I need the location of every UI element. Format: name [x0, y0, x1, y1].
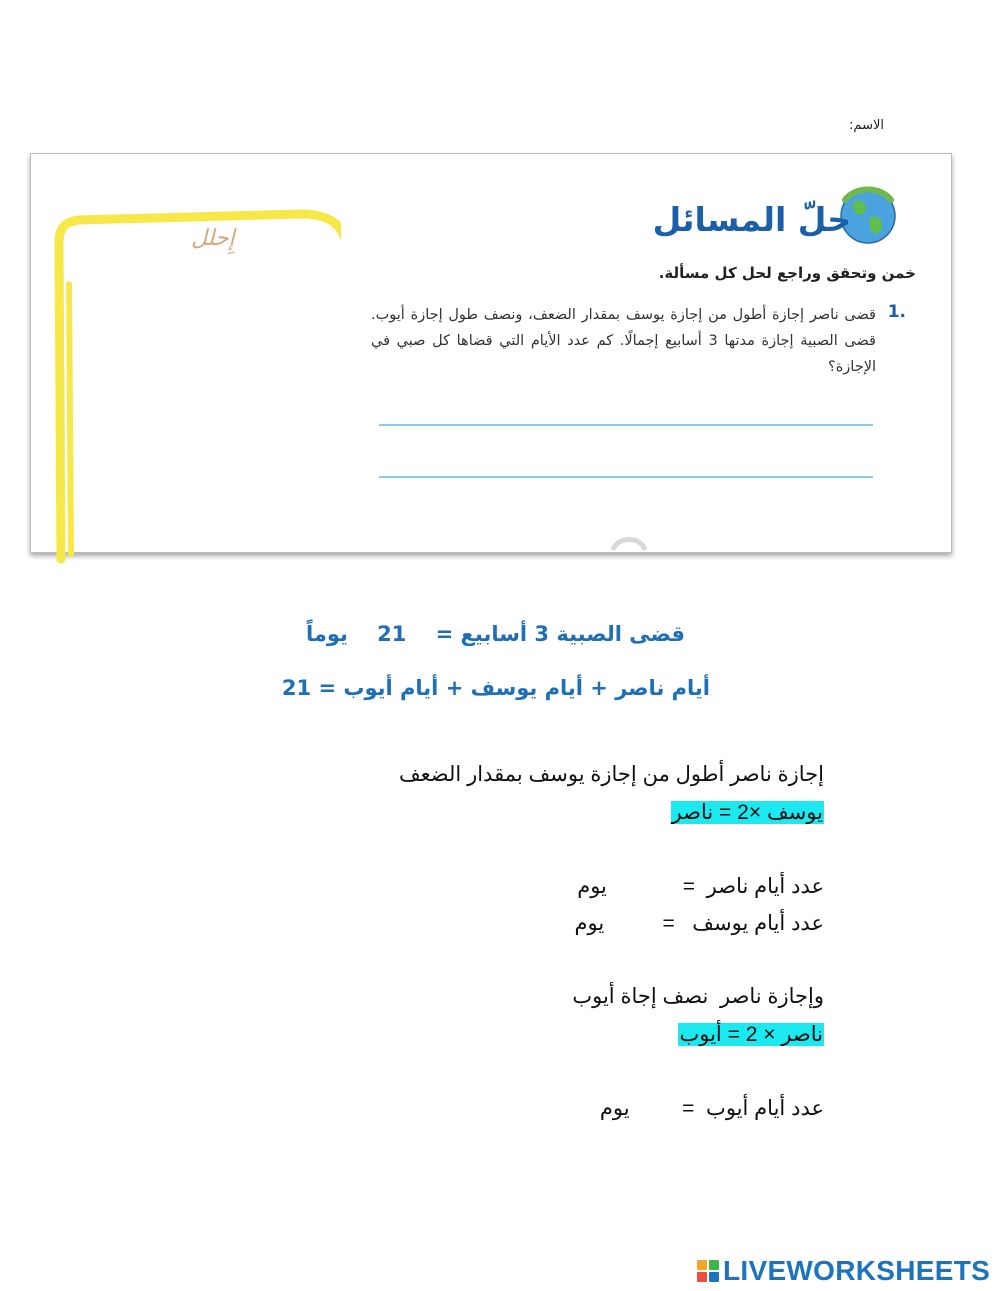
- work-line-5: وإجازة ناصر نصف إجاة أيوب: [572, 985, 824, 1008]
- highlight-equation-2: ناصر × 2 = أيوب: [679, 1023, 823, 1046]
- question-text: قضى ناصر إجازة أطول من إجازة يوسف بمقدار الضعف، ونصف طول إجازة أيوب. قضى الصبية إجازة مدتها 3 أسابيع إجمالًا. كم عدد الأيام التي قضاها كل صبي في الإجازة؟: [371, 307, 876, 375]
- answer-line[interactable]: [379, 476, 873, 478]
- card-title: حلّ المسائل: [652, 200, 851, 239]
- problem-card: [30, 153, 952, 553]
- name-label: الاسم:: [849, 118, 884, 133]
- card-subtitle: خمن وتحقق وراجع لحل كل مسألة.: [658, 264, 916, 282]
- work-line-1: إجازة ناصر أطول من إجازة يوسف بمقدار الضعف: [398, 763, 824, 786]
- answer-line[interactable]: [379, 424, 873, 426]
- highlight-equation-1: يوسف ×2 = ناصر: [671, 801, 823, 824]
- page-curl-icon: [609, 530, 649, 552]
- work-line-3: عدد أيام ناصر = يوم: [577, 875, 824, 898]
- work-line-6: [600, 1022, 824, 1047]
- logo-squares-icon: [697, 1260, 719, 1282]
- liveworksheets-logo[interactable]: [697, 1254, 990, 1288]
- work-line-2: [600, 800, 824, 825]
- question-number: 1.: [887, 302, 906, 322]
- handwritten-scribble: إِحلل: [191, 226, 235, 251]
- work-line-4: عدد أيام يوسف = يوم: [574, 912, 824, 935]
- equation-sum: أيام ناصر + أيام يوسف + أيام أيوب = 21: [281, 676, 710, 700]
- logo-text: LIVEWORKSHEETS: [723, 1255, 991, 1286]
- equation-weeks: قضى الصبية 3 أسابيع = 21 يوماً: [305, 622, 685, 646]
- work-line-7: عدد أيام أيوب = يوم: [599, 1097, 824, 1120]
